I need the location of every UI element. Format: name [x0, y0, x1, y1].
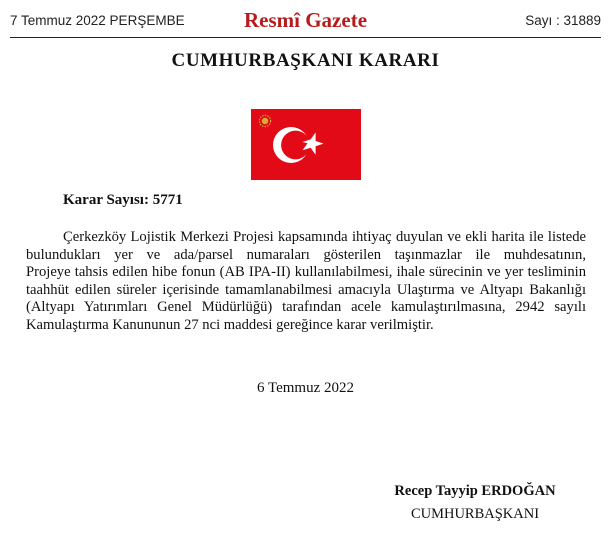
signatory-name: Recep Tayyip ERDOĞAN [394, 483, 556, 499]
turkish-flag-icon [251, 109, 361, 180]
body-line: (Altyapı Yatırımları Genel Müdürlüğü) tarafından acele kamulaştırılmasına, 2942 sayılı [26, 299, 586, 316]
crescent-inner [281, 131, 310, 160]
gazette-title: Resmî Gazete [243, 8, 368, 32]
gazette-header [10, 8, 601, 36]
signatory-title: CUMHURBAŞKANI [410, 506, 540, 522]
header-date: 7 Temmuz 2022 PERŞEMBE [10, 13, 185, 28]
body-line: Kamulaştırma Kanununun 27 nci maddesi gereğince karar verilmiştir. [26, 316, 434, 333]
body-line: Projeye tahsis edilen hibe fonun (AB IPA-II) kullanılabilmesi, ihale sürecinin ve yer tesliminin [26, 264, 586, 281]
body-line: Çerkezköy Lojistik Merkezi Projesi kapsamında ihtiyaç duyulan ve ekli harita ile listede [63, 229, 586, 245]
issue-number: Sayı : 31889 [525, 13, 601, 28]
decision-number: Karar Sayısı: 5771 [63, 192, 183, 208]
turkish-flag-image [251, 109, 361, 180]
body-line: taahhüt edilen süreler içerisinde tamamlanabilmesi amacıyla Ulaştırma ve Altyapı Bakanlığı [26, 281, 586, 298]
body-line: bulundukları yer ve ada/parsel numaraları gösterilen taşınmazlar ile muhdesatının, [26, 246, 586, 263]
decision-date: 6 Temmuz 2022 [257, 380, 354, 396]
header-divider [10, 37, 601, 38]
signature-block [360, 483, 590, 523]
decision-body [26, 229, 586, 335]
decree-title: CUMHURBAŞKANI KARARI [171, 50, 440, 71]
